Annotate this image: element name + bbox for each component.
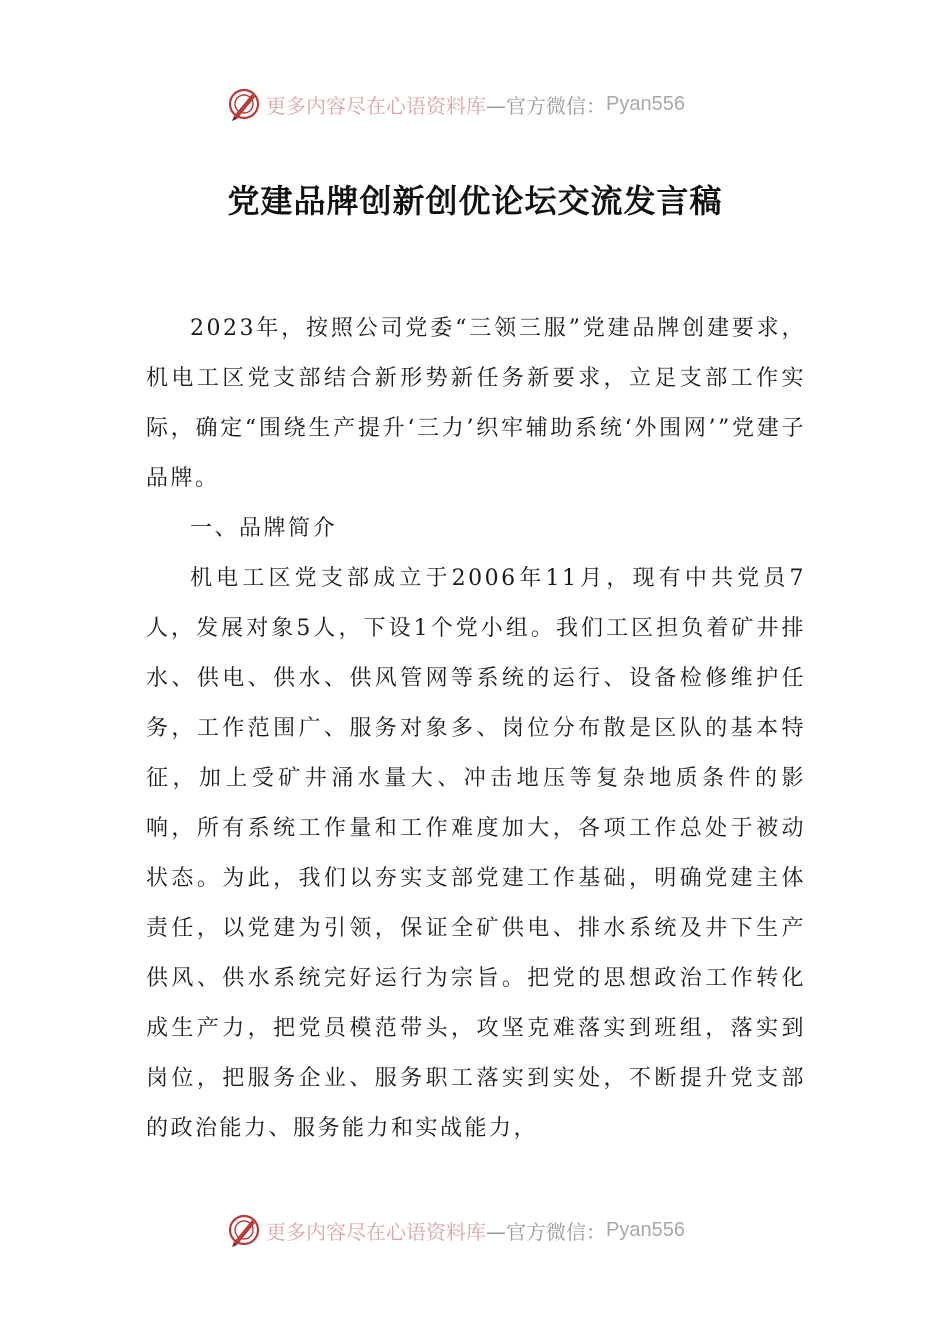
pen-circle-logo-icon xyxy=(226,1212,262,1248)
watermark-wechat-id: Pyan556 xyxy=(606,1218,685,1241)
footer-watermark xyxy=(226,1210,685,1250)
header-watermark xyxy=(226,84,685,124)
watermark-main-text: 更多内容尽在心语资料库 xyxy=(266,1219,486,1244)
document-body xyxy=(146,304,806,1154)
watermark-wechat-id: Pyan556 xyxy=(606,92,685,115)
paragraph-intro: 2023年，按照公司党委“三领三服”党建品牌创建要求，机电工区党支部结合新形势新任务新要求，立足支部工作实际，确定“围绕生产提升‘三力’织牢辅助系统‘外围网’”党建子品牌。 xyxy=(146,316,806,491)
document-title: 党建品牌创新创优论坛交流发言稿 xyxy=(227,182,723,220)
watermark-main-text: 更多内容尽在心语资料库 xyxy=(266,93,486,118)
watermark-sub-text: —官方微信： xyxy=(486,1219,606,1244)
section-heading-brand-intro: 一、品牌简介 xyxy=(190,516,338,541)
watermark-sub-text: —官方微信： xyxy=(486,93,606,118)
paragraph-brand-description: 机电工区党支部成立于2006年11月，现有中共党员7人，发展对象5人，下设1个党小组。我们工区担负着矿井排水、供电、供水、供风管网等系统的运行、设备检修维护任务，工作范围广、服务对象多、岗位分布散是区队的基本特征，加上受矿井涌水量大、冲击地压等复杂地质条件的影响，所有系统工作量和工作难度加大，各项工作总处于被动状态。为此，我们以夯实支部党建工作基础，明确党建主体责任，以党建为引领，保证全矿供电、排水系统及井下生产供风、供水系统完好运行为宗旨。把党的思想政治工作转化成生产力，把党员模范带头，攻坚克难落实到班组，落实到岗位，把服务企业、服务职工落实到实处，不断提升党支部的政治能力、服务能力和实战能力， xyxy=(146,566,806,1141)
pen-circle-logo-icon xyxy=(226,86,262,122)
